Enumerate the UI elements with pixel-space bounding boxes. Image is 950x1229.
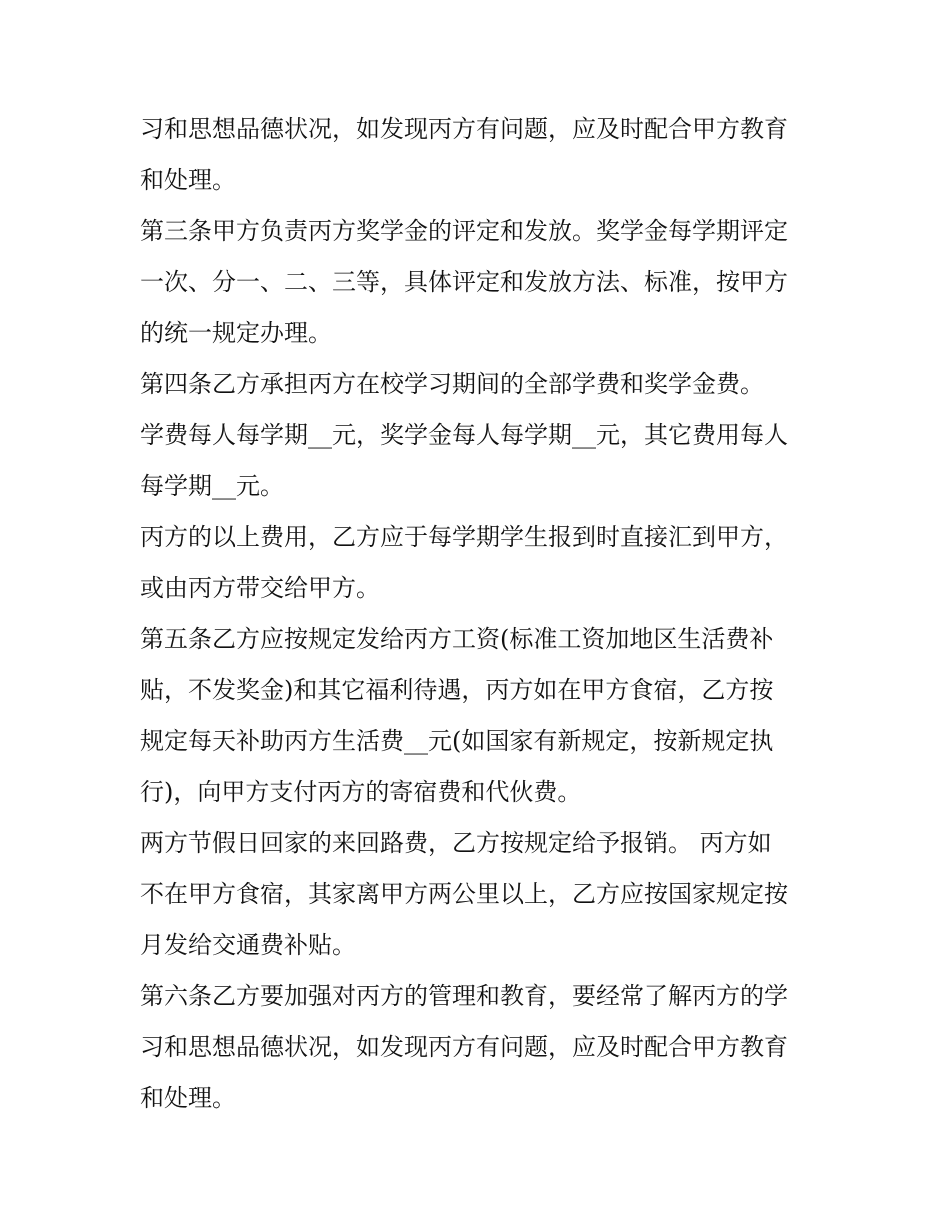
- text-line: 习和思想品德状况，如发现丙方有问题，应及时配合甲方教育: [140, 115, 788, 143]
- text-line: 第三条甲方负责丙方奖学金的评定和发放。奖学金每学期评定: [140, 217, 788, 245]
- text-line: 习和思想品德状况，如发现丙方有问题，应及时配合甲方教育: [140, 1033, 788, 1061]
- text-line: 和处理。: [140, 166, 236, 194]
- text-line: 第六条乙方要加强对丙方的管理和教育，要经常了解丙方的学: [140, 982, 788, 1010]
- text-line: 丙方的以上费用，乙方应于每学期学生报到时直接汇到甲方，: [140, 523, 788, 551]
- text-line: 每学期__元。: [140, 472, 284, 500]
- document-body: [140, 104, 820, 1124]
- text-line: 贴，不发奖金)和其它福利待遇，丙方如在甲方食宿，乙方按: [140, 676, 774, 704]
- text-line: 月发给交通费补贴。: [140, 931, 356, 959]
- text-line: 规定每天补助丙方生活费__元(如国家有新规定，按新规定执: [140, 727, 774, 755]
- text-line: 第五条乙方应按规定发给丙方工资(标准工资加地区生活费补: [140, 625, 774, 653]
- text-line: 不在甲方食宿，其家离甲方两公里以上，乙方应按国家规定按: [140, 880, 788, 908]
- text-line: 和处理。: [140, 1084, 236, 1112]
- text-line: 的统一规定办理。: [140, 319, 332, 347]
- text-line: 两方节假日回家的来回路费，乙方按规定给予报销。 丙方如: [140, 829, 772, 857]
- text-line: 学费每人每学期__元，奖学金每人每学期__元，其它费用每人: [140, 421, 788, 449]
- text-line: 一次、分一、二、三等，具体评定和发放方法、标准，按甲方: [140, 268, 788, 296]
- text-line: 第四条乙方承担丙方在校学习期间的全部学费和奖学金费。: [140, 370, 764, 398]
- text-line: 或由丙方带交给甲方。: [140, 574, 380, 602]
- text-line: 行)，向甲方支付丙方的寄宿费和代伙费。: [140, 778, 582, 806]
